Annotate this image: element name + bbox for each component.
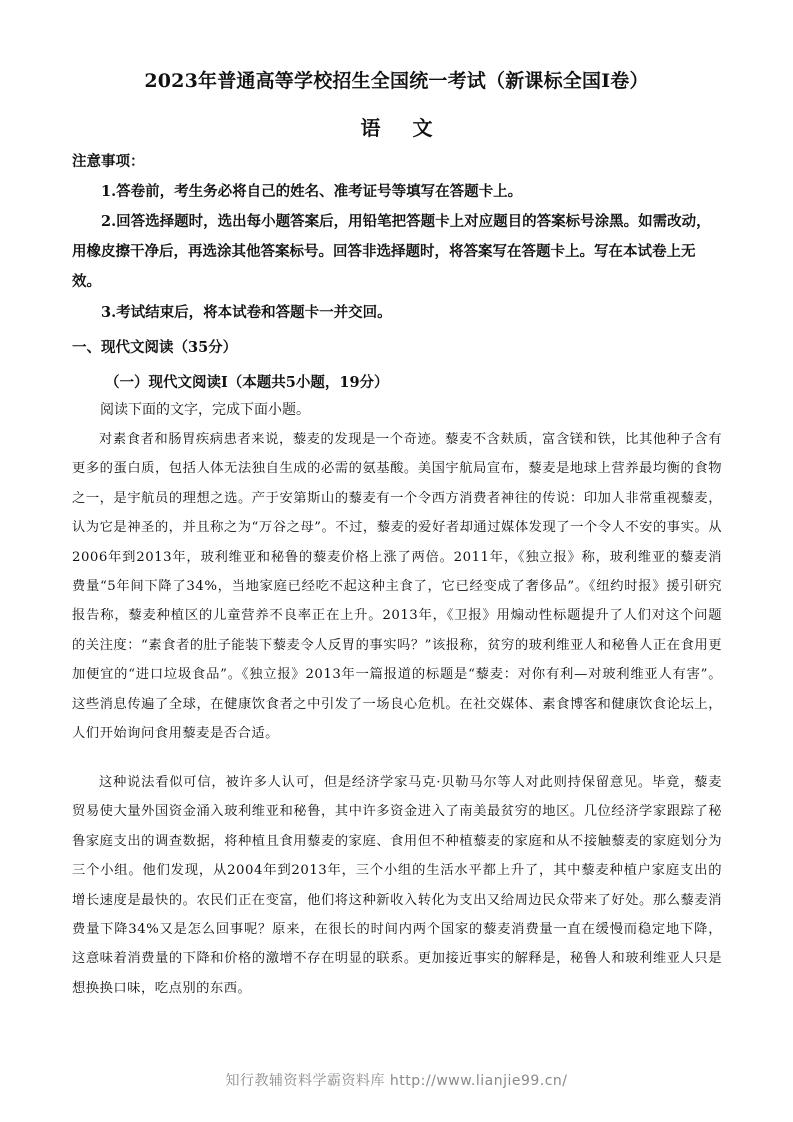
subject-title: 语文	[360, 116, 465, 140]
section-heading: 一、现代文阅读（35分）	[72, 339, 238, 356]
notice-heading: 注意事项：	[72, 153, 145, 170]
passage-paragraph-1: 对素食者和肠胃疾病患者来说，藜麦的发现是一个奇迹。藜麦不含麸质，富含镁和铁，比其他种子含有更多的蛋白质，包括人体无法独自生成的必需的氨基酸。美国宇航局宣布，藜麦是地球上营养最均衡的食物之一，是宇航员的理想之选。产于安第斯山的藜麦有一个令西方消费者神往的传说：印加人非常重视藜麦，认为它是神圣的，并且称之为“万谷之母”。不过，藜麦的爱好者却通过媒体发现了一个令人不安的事实。从2006年到2013年，玻利维亚和秘鲁的藜麦价格上涨了两倍。2011年，《独立报》称，玻利维亚的藜麦消费量“5年间下降了34%，当地家庭已经吃不起这种主食了，它已经变成了奢侈品”。《纽约时报》援引研究报告称，藜麦种植区的儿童营养不良率正在上升。2013年，《卫报》用煽动性标题提升了人们对这个问题的关注度：“素食者的肚子能装下藜麦令人反胃的事实吗？”该报称，贫穷的玻利维亚人和秘鲁人正在食用更加便宜的“进口垃圾食品”。《独立报》2013年一篇报道的标题是“藜麦：对你有利—对玻利维亚人有害”。这些消息传遍了全球，在健康饮食者之中引发了一场良心危机。在社交媒体、素食博客和健康饮食论坛上，人们开始询问食用藜麦是否合适。	[72, 432, 722, 742]
section-subheading: （一）现代文阅读Ⅰ（本题共5小题，19分）	[105, 374, 389, 391]
notice-item-2: 2.回答选择题时，选出每小题答案后，用铅笔把答题卡上对应题目的答案标号涂黑。如需改动，用橡皮擦干净后，再选涂其他答案标号。回答非选择题时，将答案写在答题卡上。写在本试卷上无效。	[72, 213, 711, 290]
watermark-footer: 知行教辅资料学霸资料库 http://www.lianjie99.cn/	[225, 1073, 568, 1089]
passage-paragraph-2: 这种说法看似可信，被许多人认可，但是经济学家马克·贝勒马尔等人对此则持保留意见。毕竟，藜麦贸易使大量外国资金涌入玻利维亚和秘鲁，其中许多资金进入了南美最贫穷的地区。几位经济学家跟踪了秘鲁家庭支出的调查数据，将种植且食用藜麦的家庭、食用但不种植藜麦的家庭和从不接触藜麦的家庭划分为三个小组。他们发现，从2004年到2013年，三个小组的生活水平都上升了，其中藜麦种植户家庭支出的增长速度是最快的。农民们正在变富，他们将这种新收入转化为支出又给周边民众带来了好处。那么藜麦消费量下降34%又是怎么回事呢？原来，在很长的时间内两个国家的藜麦消费量一直在缓慢而稳定地下降，这意味着消费量的下降和价格的激增不存在明显的联系。更加接近事实的解释是，秘鲁人和玻利维亚人只是想换换口味，吃点别的东西。	[72, 775, 722, 996]
reading-instruction: 阅读下面的文字，完成下面小题。	[100, 402, 310, 418]
notice-item-3: 3.考试结束后，将本试卷和答题卡一并交回。	[101, 304, 392, 321]
exam-title: 2023年普通高等学校招生全国统一考试（新课标全国Ⅰ卷）	[144, 70, 649, 92]
notice-item-1: 1.答卷前，考生务必将自己的姓名、准考证号等填写在答题卡上。	[101, 183, 523, 200]
